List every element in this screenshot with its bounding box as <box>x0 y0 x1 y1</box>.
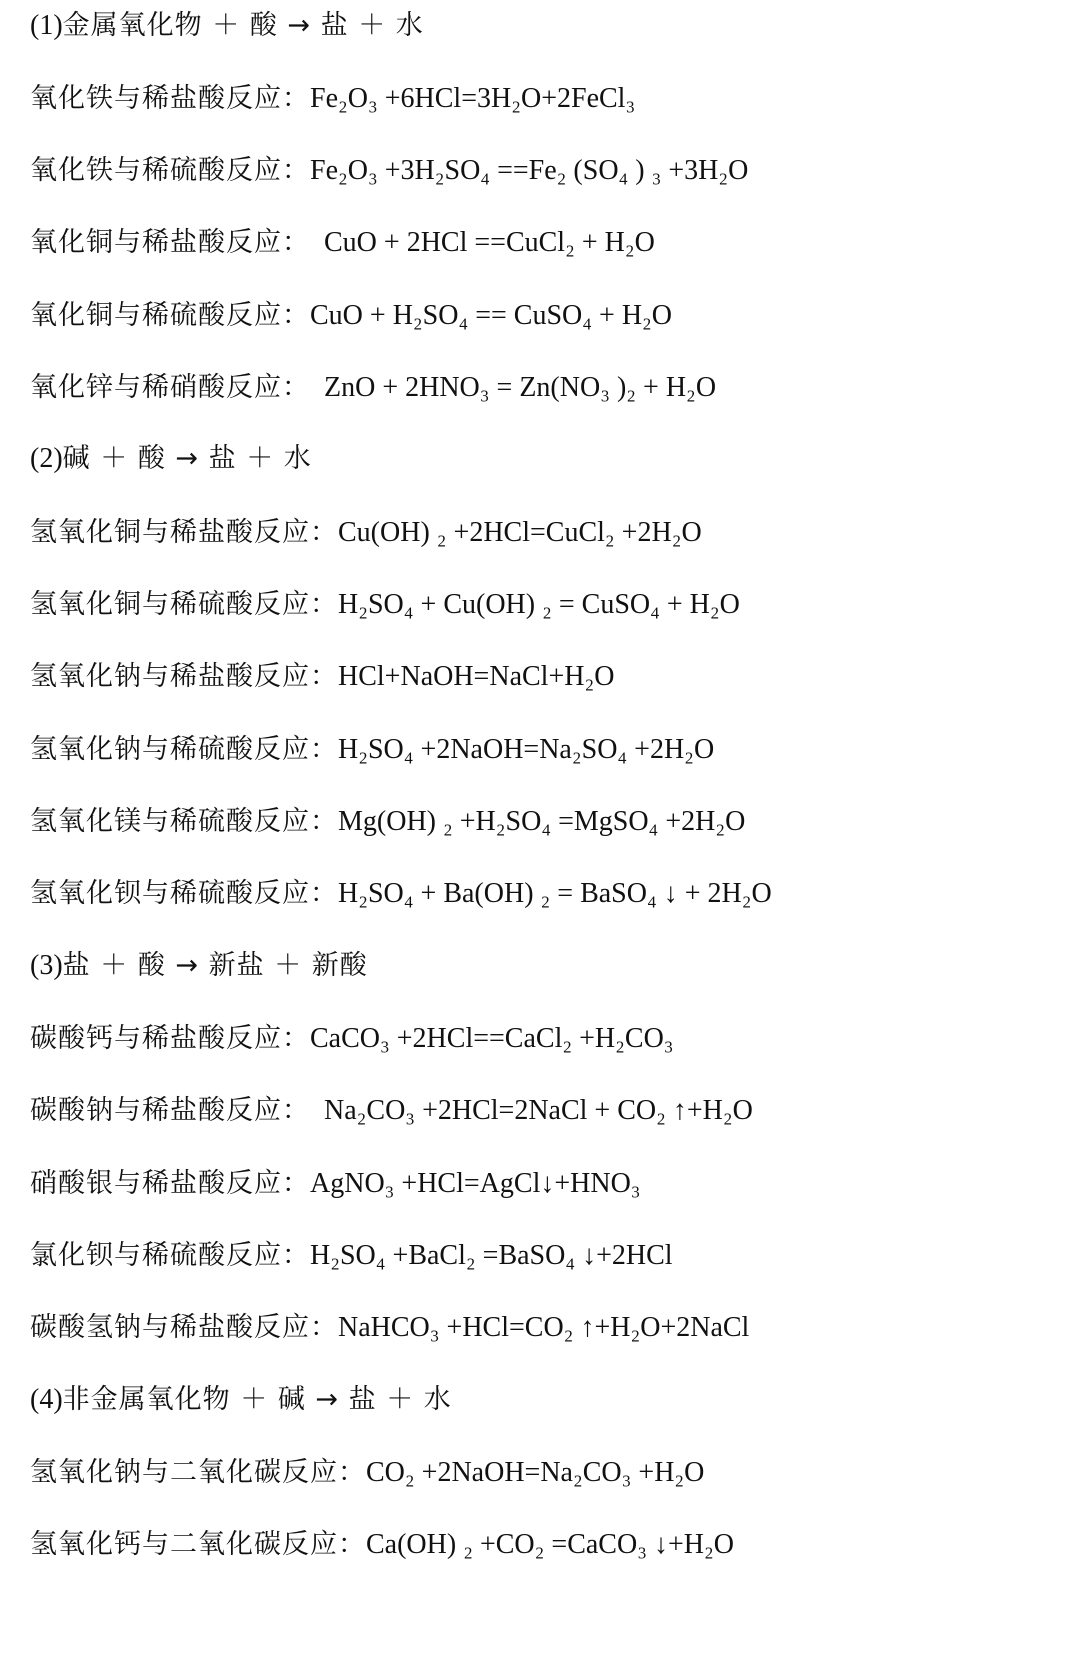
reaction-equation: CO₂ +2NaOH=Na₂CO₃ +H₂O <box>366 1457 705 1488</box>
reaction-label: 氧化铁与稀硫酸反应： <box>30 155 310 186</box>
reaction-equation: Fe₂O₃ +6HCl=3H₂O+2FeCl₃ <box>310 83 636 114</box>
reaction-label: 氢氧化铜与稀硫酸反应： <box>30 589 338 620</box>
reaction-line <box>30 651 614 701</box>
reaction-equation: Cu(OH) ₂ +2HCl=CuCl₂ +2H₂O <box>338 517 702 548</box>
reaction-label: 氧化铜与稀硫酸反应： <box>30 300 310 331</box>
reaction-label: 碳酸氢钠与稀盐酸反应： <box>30 1312 338 1343</box>
section-title: 金属氧化物 ＋ 酸 → 盐 ＋ 水 <box>62 10 424 41</box>
reaction-label: 氢氧化钠与稀盐酸反应： <box>30 661 338 692</box>
reaction-label: 氧化锌与稀硝酸反应： <box>30 372 310 403</box>
reaction-line <box>30 217 655 267</box>
section-heading-1 <box>30 1 424 51</box>
reaction-line <box>30 796 745 846</box>
reaction-label: 氧化铜与稀盐酸反应： <box>30 227 310 258</box>
reaction-label: 硝酸银与稀盐酸反应： <box>30 1168 310 1199</box>
section-heading-2 <box>30 434 312 484</box>
section-number: (4) <box>30 1384 63 1415</box>
reaction-line <box>30 1158 641 1208</box>
reaction-label: 氢氧化铜与稀盐酸反应： <box>30 517 338 548</box>
reaction-line <box>30 1519 734 1569</box>
reaction-equation: AgNO₃ +HCl=AgCl↓+HNO₃ <box>310 1168 641 1199</box>
reaction-equation: H₂SO₄ + Cu(OH) ₂ = CuSO₄ + H₂O <box>338 589 740 620</box>
section-number: (3) <box>30 950 63 981</box>
section-title: 碱 ＋ 酸 → 盐 ＋ 水 <box>62 443 312 474</box>
reaction-label: 氯化钡与稀硫酸反应： <box>30 1240 310 1271</box>
reaction-line <box>30 579 740 629</box>
section-number: (2) <box>30 443 63 474</box>
section-number: (1) <box>30 10 63 41</box>
section-title: 盐 ＋ 酸 → 新盐 ＋ 新酸 <box>62 950 368 981</box>
reaction-line <box>30 868 772 918</box>
reaction-equation: H₂SO₄ + Ba(OH) ₂ = BaSO₄ ↓ + 2H₂O <box>338 878 772 909</box>
reaction-line <box>30 1447 704 1497</box>
reaction-label: 氢氧化钡与稀硫酸反应： <box>30 878 338 909</box>
reaction-label: 碳酸钠与稀盐酸反应： <box>30 1095 310 1126</box>
reaction-equation: HCl+NaOH=NaCl+H₂O <box>338 661 615 692</box>
reaction-line <box>30 507 702 557</box>
reaction-equation: CaCO₃ +2HCl==CaCl₂ +H₂CO₃ <box>310 1023 674 1054</box>
reaction-line <box>30 73 635 123</box>
reaction-line <box>30 290 672 340</box>
reaction-equation: CuO + H₂SO₄ == CuSO₄ + H₂O <box>310 300 673 331</box>
reaction-line <box>30 1085 753 1135</box>
section-heading-4 <box>30 1375 452 1425</box>
reaction-line <box>30 1013 674 1063</box>
reaction-equation: H₂SO₄ +2NaOH=Na₂SO₄ +2H₂O <box>338 734 715 765</box>
reaction-line <box>30 724 714 774</box>
section-title: 非金属氧化物 ＋ 碱 → 盐 ＋ 水 <box>62 1384 452 1415</box>
reaction-equation: Na₂CO₃ +2HCl=2NaCl + CO₂ ↑+H₂O <box>310 1095 753 1126</box>
reaction-label: 氢氧化钙与二氧化碳反应： <box>30 1529 366 1560</box>
reaction-equation: H₂SO₄ +BaCl₂ =BaSO₄ ↓+2HCl <box>310 1240 673 1271</box>
reaction-line <box>30 1230 673 1280</box>
reaction-line <box>30 145 748 195</box>
reaction-line <box>30 362 716 412</box>
reaction-equation: CuO + 2HCl ==CuCl₂ + H₂O <box>310 227 655 258</box>
reaction-label: 氢氧化钠与稀硫酸反应： <box>30 734 338 765</box>
reaction-equation: ZnO + 2HNO₃ = Zn(NO₃ )₂ + H₂O <box>310 372 717 403</box>
reaction-label: 氧化铁与稀盐酸反应： <box>30 83 310 114</box>
reaction-equation: NaHCO₃ +HCl=CO₂ ↑+H₂O+2NaCl <box>338 1312 750 1343</box>
reaction-equation: Mg(OH) ₂ +H₂SO₄ =MgSO₄ +2H₂O <box>338 806 746 837</box>
reaction-label: 碳酸钙与稀盐酸反应： <box>30 1023 310 1054</box>
reaction-label: 氢氧化钠与二氧化碳反应： <box>30 1457 366 1488</box>
reaction-equation: Fe₂O₃ +3H₂SO₄ ==Fe₂ (SO₄ ) ₃ +3H₂O <box>310 155 749 186</box>
reaction-label: 氢氧化镁与稀硫酸反应： <box>30 806 338 837</box>
reaction-line <box>30 1302 749 1352</box>
reaction-equation: Ca(OH) ₂ +CO₂ =CaCO₃ ↓+H₂O <box>366 1529 734 1560</box>
section-heading-3 <box>30 941 368 991</box>
